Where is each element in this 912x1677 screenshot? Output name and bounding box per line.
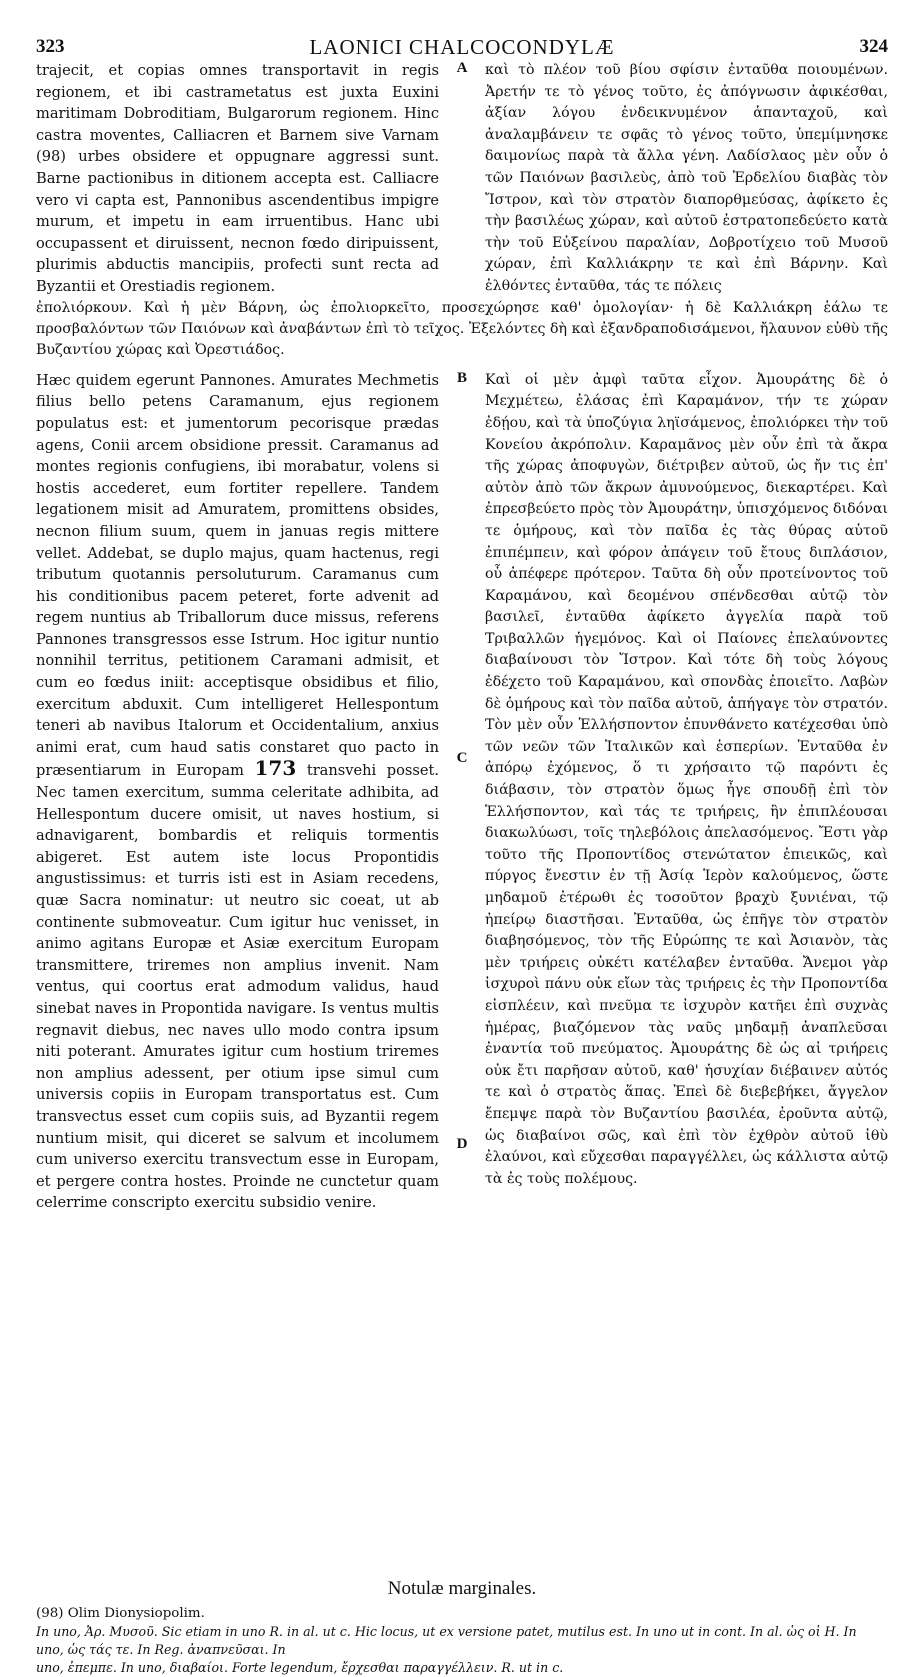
inline-page-ref: 173 — [254, 756, 297, 781]
section-marker-c: C — [456, 749, 468, 766]
marginal-note-98: (98) Olim Dionysiopolim. — [36, 1605, 205, 1621]
section-marker-a: A — [456, 60, 468, 76]
page-number-left: 323 — [36, 36, 65, 57]
latin-text-b-part2: transvehi posset. Nec tamen exercitum, summa celeritate adhibita, ad Hellespontum ducere omisit, ut naves hostium, si adnavigarent, bombardis et reliquis tormentis abigeret. Est autem iste locus Propontidis angustissimus: et turris isti est in Asiam recedens, quæ Sacra nominatur: ut neutro sic coeat, ut ab continente submoveatur. Cum igitur huc venisset, in animo agitans Europæ et Asiæ exercitum Europam transmittere, triremes non amplius invenit. Nam ventus, qui coortus erat admodum validus, haud sinebat naves in Propontida navigare. Is ventus multis regnavit diebus, nec naves ullo modo contra ipsum niti poterant. Amurates igitur cum hostium triremes non amplius adessent, per otium ipse simul cum universis copiis in Europam transportatus est. Cum transvectus esset cum copiis suis, ad Byzantii regem nuntium misit, qui diceret se salvum et incolumem cum universo exercitu transvectum esse in Europam, et pergere contra hostes. Proinde ne cunctetur quam celerrime conscripto exercitu subsidio venire. — [36, 762, 440, 1212]
latin-text-a: trajecit, et copias omnes transportavit in regis regionem, et ibi castrametatus est juxta Euxini maritimam Dobroditiam, Bulgarorum regionem. Hinc castra moventes, Calliacren et Barnem sive Varnam (98) urbes obsidere et oppugnare aggressi sunt. Barne pactionibus in ditionem accepta est. Calliacre vero vi capta est, Pannonibus ascendentibus impigre murum, et impetu in eam irruentibus. Hanc ubi occupassent et diruissent, necnon fœdo diripuissent, plurimis abductis mancipiis, profecti sunt recta ad Byzantii et Orestiadis regionem. — [36, 62, 439, 295]
greek-text-a: καὶ τὸ πλέον τοῦ βίου σφίσιν ἐνταῦθα ποιουμένων. Ἀρετήν τε τὸ γένος τοῦτο, ἐς ἀπόγνωσιν ἀφικέσθαι, ἀξίαν λόγου ἐνδεικνυμένον ἁπανταχοῦ, καὶ ἀναλαμβάνειν τε σφᾶς τὸ γένος τοῦτο, ὑπεμίμνησκε δαιμονίως παρὰ τὰ ἄλλα γένη. Λαδίσλαος μὲν οὖν ὁ τῶν Παιόνων βασιλεὺς, ἀπὸ τοῦ Ἐρδελίου διαβὰς τὸν Ἴστρον, καὶ τὸν στρατὸν διαπορθμεύσας, ἀφίκετο ἐς τὴν βασιλέως χώραν, καὶ αὐτοῦ ἐστρατοπεδεύετο κατὰ τὴν τοῦ Εὐξείνου παραλίαν, Δοβροτίχειο τοῦ Μυσοῦ χώραν, ἐπὶ Καλλιάκρην τε καὶ ἐπὶ Βάρνην. Καὶ ἐλθόντες ἐνταῦθα, τάς τε πόλεις — [485, 62, 888, 294]
page-header — [36, 30, 888, 60]
latin-text-b-part1: Hæc quidem egerunt Pannones. Amurates Mechmetis filius bello petens Caramanum, ejus regionem populatus est: et jumentorum pecorisque prædas agens, Conii arcem obsidione pressit. Caramanus ad montes regionis confugiens, ibi morabatur, volens si hostis accederet, eum fortiter repellere. Tandem legationem misit ad Amuratem, promittens obsides, necnon filium suum, quem in januas regis mittere vellet. Addebat, se duplo majus, quam hactenus, regi tributum quotannis persoluturum. Caramanus cum his conditionibus pacem peteret, forte advenit ad regem nuntius ab Triballorum duce missus, referens Pannones transgressos esse Istrum. Hoc igitur nuntio nonnihil territus, petitionem Caramani admisit, et cum eo fœdus iniit: acceptisque obsidibus et filio, exercitum abduxit. Cum intelligeret Hellespontum teneri ab navibus Italorum et Occidentalium, anxius animi erat, cum haud satis constaret quo pacto in præsentiarum in Europam — [36, 371, 439, 780]
greek-column-a — [485, 60, 888, 298]
section-marker-d: D — [456, 1135, 468, 1152]
greek-full-width-line: ἐπολιόρκουν. Καὶ ἡ μὲν Βάρνη, ὡς ἐπολιορκεῖτο, προσεχώρησε καθ' ὁμολογίαν· ἡ δὲ Καλλιάκρη ἑάλω τε προσβαλόντων τῶν Παιόνων καὶ ἀναβάντων ἐπὶ τὸ τεῖχος. Ἐξελόντες δὴ καὶ ἐξανδραποδισάμενοι, ἤλαυνον εὐθὺ τῆς Βυζαντίου χώρας καὶ Ὀρεστιάδος. — [36, 299, 888, 359]
footnotes-line-1: In uno, Ἀρ. Μυσοῦ. Sic etiam in uno R. in al. ut c. Hic locus, ut ex versione patet, mutilus est. In uno ut in cont. In al. ὡς οἱ Η. In uno, ὡς τάς τε. In Reg. ἀναπνεῦσαι. In — [36, 1623, 857, 1657]
latin-column-a — [36, 60, 439, 298]
greek-text-b: Καὶ οἱ μὲν ἀμφὶ ταῦτα εἶχον. Ἀμουράτης δὲ ὁ Μεχμέτεω, ἐλάσας ἐπὶ Καραμάνον, τήν τε χώραν ἐδῄου, καὶ τὰ ὑποζύγια ληϊσάμενος, ἐπολιόρκει τὴν τοῦ Κονείου ἀκρόπολιν. Καραμᾶνος μὲν οὖν ἐπὶ τὰ ἄκρα τῆς χώρας ἀποφυγὼν, διέτριβεν αὐτοῦ, ὡς ἤν τις ἐπ' αὐτὸν ἀπὸ τῶν ἄκρων ἀμυνούμενος, διεκαρτέρει. Καὶ ἐπρεσβεύετο πρὸς τὸν Ἀμουράτην, ὑπισχόμενος διδόναι τε ὁμήρους, καὶ τὸν παῖδα ἐς τὰς θύρας αὐτοῦ ἐπιπέμπειν, καὶ φόρον ἀπάγειν τοῦ ἔτους διπλάσιον, οὗ ἀπέφερε πρότερον. Ταῦτα δὴ οὖν προτείνοντος τοῦ Καραμάνου, καὶ δεομένου σπένδεσθαι αὐτῷ τὸν βασιλεῖ, ἐνταῦθα ἀφίκετο ἀγγελία παρὰ τοῦ Τριβαλλῶν ἡγεμόνος. Καὶ οἱ Παίονες ἐπελαύνοντες διαβαίνουσι τὸν Ἴστρον. Καὶ τότε δὴ τοὺς λόγους ἐδέχετο τοῦ Καραμάνου, καὶ σπονδὰς ἐποιεῖτο. Λαβὼν δὲ ὁμήρους καὶ τὸν παῖδα αὐτοῦ, ἀπήγαγε τὸν στρατόν. Τὸν μὲν οὖν Ἑλλήσποντον ἐπυνθάνετο κατέχεσθαι ὑπὸ τῶν νεῶν τῶν Ἰταλικῶν καὶ ἑσπερίων. Ἐνταῦθα ἐν ἀπόρῳ ἐχόμενος, ὅ τι χρήσαιτο τῷ παρόντι ἐς διάβασιν, τὸν στρατὸν ὅμως ἦγε σπουδῇ ἐπὶ τὸν Ἑλλήσποντον, καὶ τάς τε τριήρεις, ἢν ἐπιπλέουσαι διακωλύωσι, τοῖς τηλεβόλοις ἀπελασόμενος. Ἔστι γὰρ τοῦτο τῆς Προποντίδος στενώτατον ἐπιεικῶς, καὶ πύργος ἔνεστιν ἐν τῇ Ἀσίᾳ Ἱερὸν καλούμενος, ὥστε μηδαμοῦ ἐτέρωθι ἐς τοσοῦτον βραχὺ ξυνιέναι, τῷ ἠπείρῳ διαστῆσαι. Ἐνταῦθα, ὡς ἐπῆγε τὸν στρατὸν διαβησόμενος, τὸν τῆς Εὐρώπης τε καὶ Ἀσιανὸν, τὰς μὲν τριήρεις οὐκέτι κατέλαβεν ἐνταῦθα. Ἄνεμοι γὰρ ἰσχυροὶ πάνυ οὐκ εἴων τὰς τριήρεις ἐς τὴν Προποντίδα εἰσπλέειν, καὶ πνεῦμα τε ἰσχυρὸν κατῆει ἐπὶ συχνὰς ἡμέρας, βιαζόμενον τὰς ναῦς μηδαμῇ ἀναπλεῦσαι ἐναντία τοῦ πνεύματος. Ἀμουράτης δὲ ὡς αἱ τριήρεις οὐκ ἔτι παρῆσαν αὐτοῦ, καθ' ἡσυχίαν διέβαινεν αὐτός τε καὶ ὁ στρατὸς ἅπας. Ἐπεὶ δὲ διεβεβήκει, ἄγγελον ἔπεμψε παρὰ τὸν Βυζαντίου βασιλέα, ἐροῦντα αὐτῷ, ὡς διαβαίνοι σῶς, καὶ ἐπὶ τὸν ἐχθρὸν αὐτοῦ ἰθὺ ἐλαύνοι, καὶ εὔχεσθαι παραγγέλλει, ὡς κάλλιστα αὐτῷ τὰ ἐς τοὺς πολέμους. — [485, 371, 888, 1187]
section-a — [36, 60, 888, 298]
latin-text-b — [36, 370, 439, 1214]
section-markers-bcd — [455, 370, 469, 1570]
page-number-right: 324 — [859, 36, 888, 57]
section-b — [36, 370, 888, 1570]
footnotes-line-2: uno, ἐπεμπε. In uno, διαβαίοι. Forte legendum, ἔρχεσθαι παραγγέλλειν. R. ut in c. — [36, 1659, 564, 1675]
greek-column-b — [485, 370, 888, 1191]
latin-column-b — [36, 370, 439, 1214]
running-title: LAONICI CHALCOCONDYLÆ — [309, 35, 615, 59]
marginal-notes-title: Notulæ marginales. — [387, 1577, 537, 1599]
section-marker-b: B — [456, 369, 467, 386]
